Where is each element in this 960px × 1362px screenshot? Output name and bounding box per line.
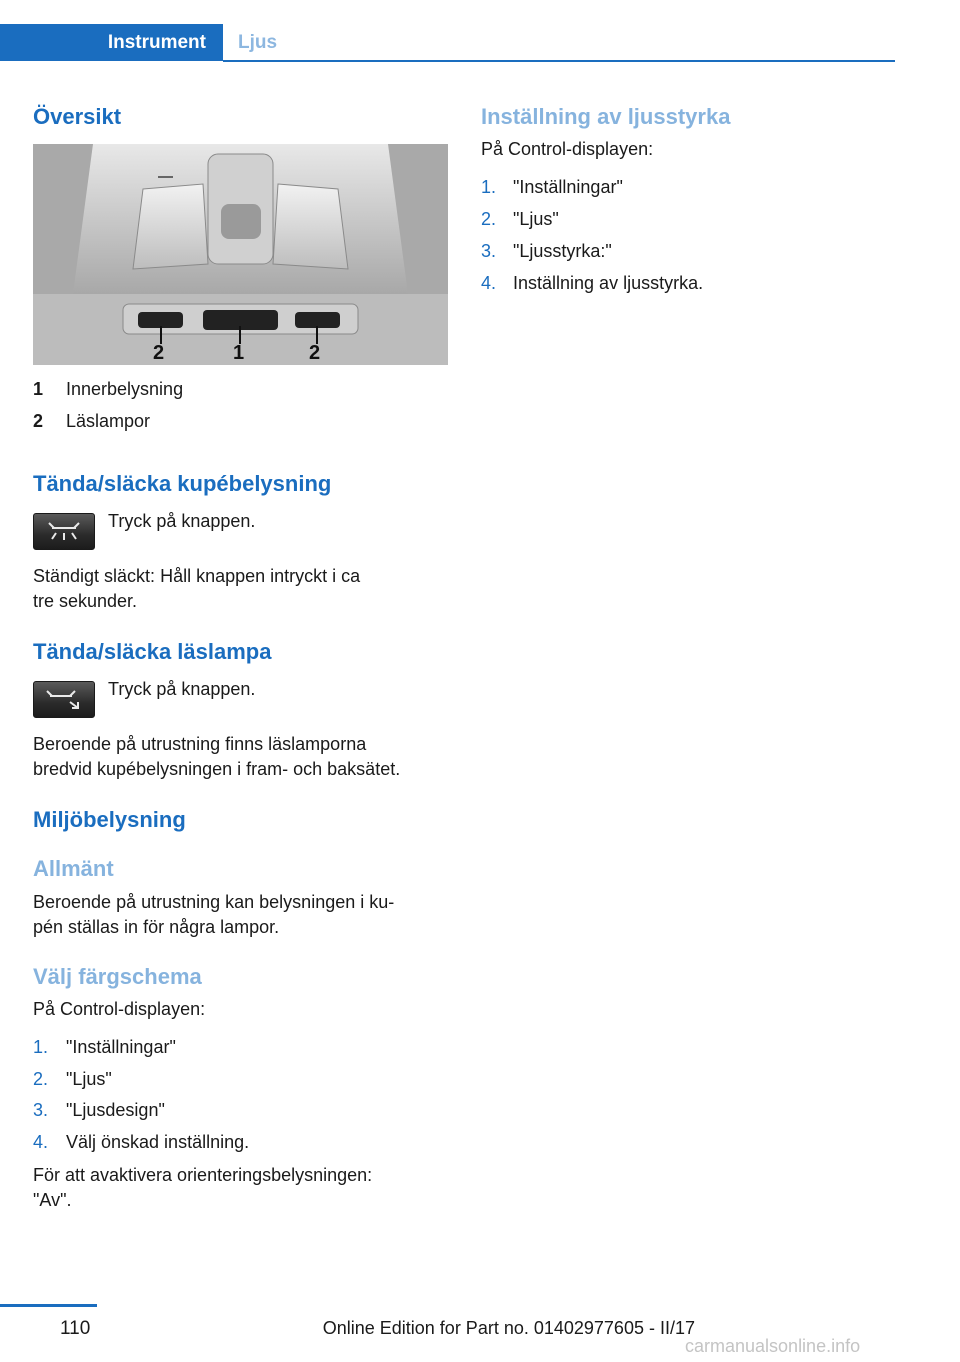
- color-intro: På Control-displayen:: [33, 999, 206, 1019]
- header: [0, 0, 960, 62]
- interior-note-line: tre sekunder.: [33, 591, 138, 611]
- step-number: 3.: [481, 241, 497, 261]
- legend-text: Innerbelysning: [66, 379, 184, 399]
- deactivate-line: För att avaktivera orienteringsbelysningen:: [33, 1165, 373, 1185]
- deactivate-line: "Av".: [33, 1190, 72, 1210]
- header-rule: [223, 60, 895, 62]
- overhead-console-illustration: [33, 144, 448, 365]
- step-text: Inställning av ljusstyrka.: [513, 273, 704, 293]
- color-scheme-subtitle: Välj färgschema: [33, 964, 202, 989]
- brightness-intro: På Control-displayen:: [481, 139, 654, 159]
- overview-title: Översikt: [33, 104, 122, 129]
- step-number: 2.: [33, 1069, 49, 1089]
- step-text: "Ljusdesign": [66, 1100, 165, 1120]
- callout-reading-left: 2: [153, 342, 165, 364]
- reading-light-button-icon: [33, 681, 95, 718]
- step-text: "Ljusstyrka:": [513, 241, 612, 261]
- general-line: Beroende på utrustning kan belysningen i ku‐: [33, 892, 395, 912]
- step-number: 4.: [33, 1132, 49, 1152]
- step-number: 4.: [481, 273, 497, 293]
- brightness-subtitle: Inställning av ljusstyrka: [481, 104, 731, 129]
- reading-note-line: Beroende på utrustning finns läslamporna: [33, 734, 367, 754]
- reading-note-line: bredvid kupébelysningen i fram- och baksätet.: [33, 759, 401, 779]
- footer-rule: [0, 1304, 97, 1307]
- step-number: 1.: [481, 177, 497, 197]
- step-number: 2.: [481, 209, 497, 229]
- step-text: "Ljus": [513, 209, 559, 229]
- general-line: pén ställas in för några lampor.: [33, 917, 280, 937]
- overhead-console-image: [33, 144, 448, 365]
- callout-reading-right: 2: [309, 342, 321, 364]
- watermark: carmanualsonline.info: [685, 1336, 861, 1356]
- ambient-light-title: Miljöbelysning: [33, 807, 186, 832]
- step-text: "Inställningar": [66, 1037, 176, 1057]
- general-subtitle: Allmänt: [33, 856, 114, 881]
- legend-number: 2: [33, 411, 44, 431]
- legend-number: 1: [33, 379, 44, 399]
- tab-instrument[interactable]: Instrument: [0, 24, 223, 61]
- step-text: "Ljus": [66, 1069, 112, 1089]
- reading-light-title: Tända/släcka läslampa: [33, 639, 272, 664]
- step-number: 3.: [33, 1100, 49, 1120]
- step-number: 1.: [33, 1037, 49, 1057]
- tab-ljus[interactable]: Ljus: [238, 31, 278, 53]
- legend-text: Läslampor: [66, 411, 151, 431]
- interior-note-line: Ständigt släckt: Håll knappen intryckt i ca: [33, 566, 361, 586]
- reading-press-text: Tryck på knappen.: [108, 679, 256, 699]
- page-number: 110: [60, 1318, 91, 1339]
- step-text: "Inställningar": [513, 177, 623, 197]
- interior-press-text: Tryck på knappen.: [108, 511, 256, 531]
- interior-light-button-icon: [33, 513, 95, 550]
- interior-light-title: Tända/släcka kupébelysning: [33, 471, 332, 496]
- callout-interior: 1: [233, 342, 245, 364]
- edition-text: Online Edition for Part no. 01402977605 - II/17: [322, 1318, 695, 1338]
- step-text: Välj önskad inställning.: [66, 1132, 250, 1152]
